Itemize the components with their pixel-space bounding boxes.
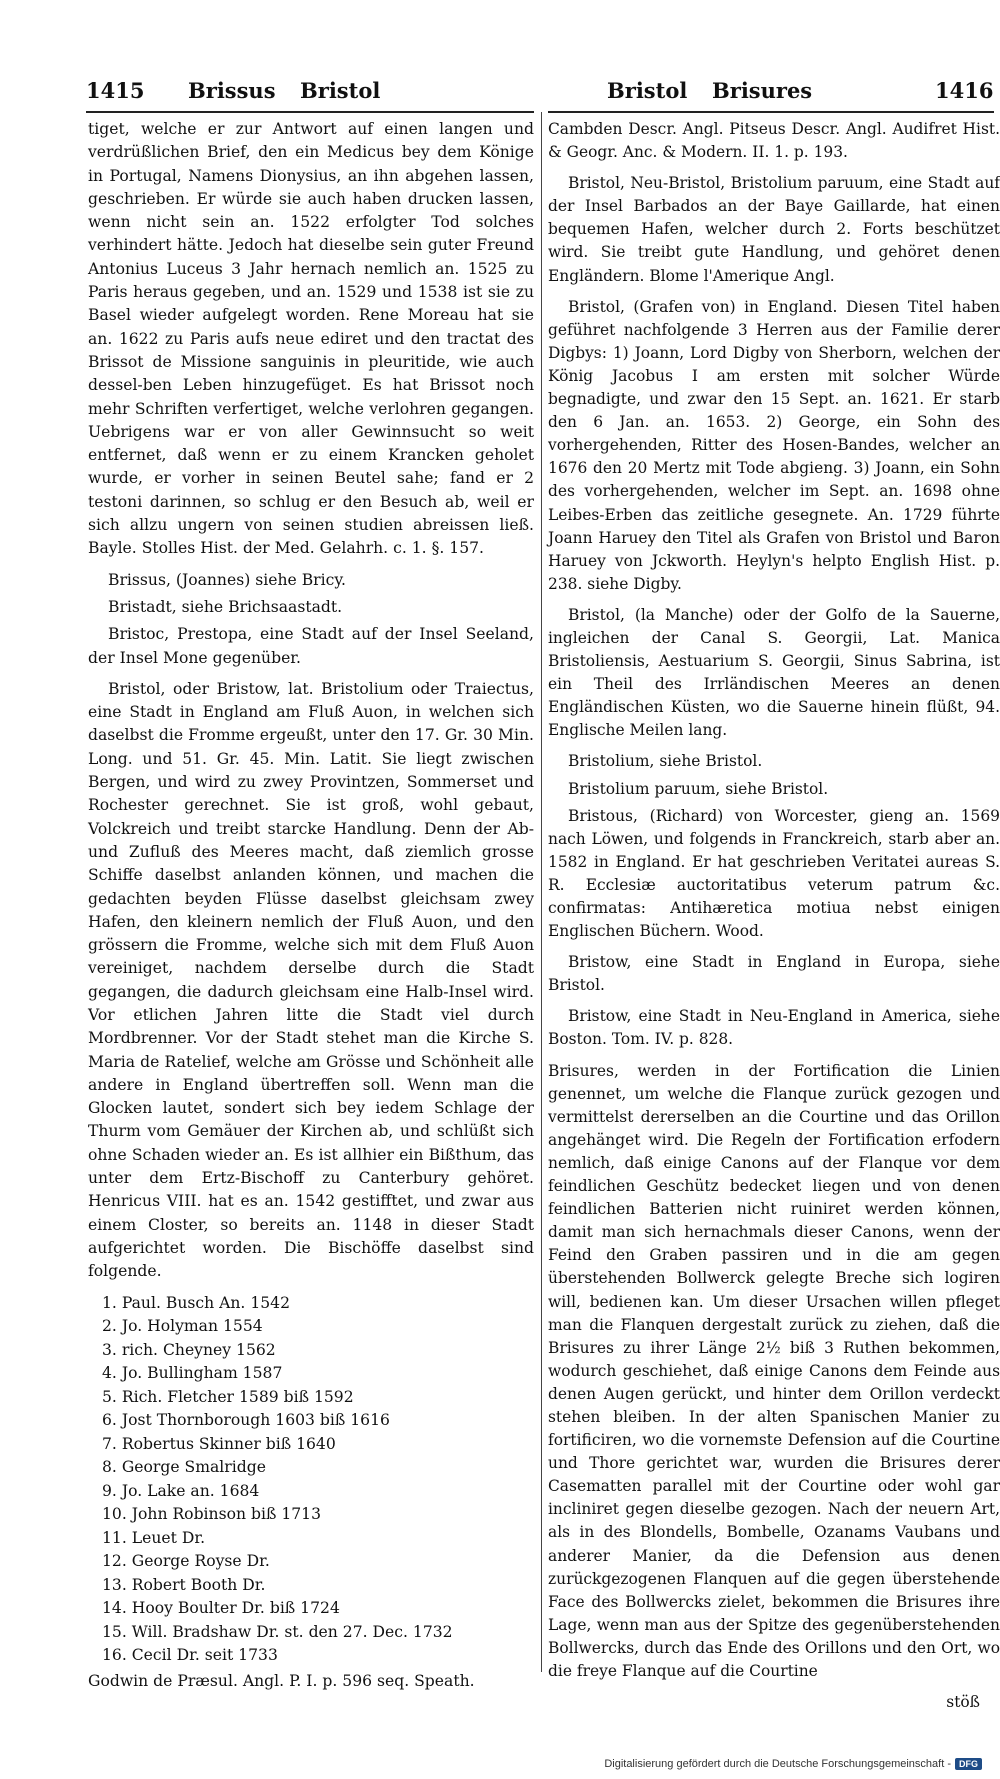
dfg-badge: DFG bbox=[955, 1758, 982, 1770]
entry-brissot-continued: tiget, welche er zur Antwort auf einen langen und verdrüßlichen Brief, den ein Medicus bey dem Könige in Portugal, Namens Dionysius, an ihn abgehen lassen, geschrieben. Er würde sie auch haben drucken lassen, wenn nicht sein an. 1522 erfolgter Tod solches verhindert hätte. Jedoch hat dieselbe sein guter Freund Antonius Luceus 3 Jahr hernach nemlich an. 1525 zu Paris heraus gegeben, und an. 1529 und 1538 ist sie zu Basel wieder aufgelegt worden. Rene Moreau hat sie an. 1622 zu Paris aufs neue ediret und den tractat des Brissot de Missione sanguinis in pleuritide, wie auch dessel-ben Leben hinzugefüget. Es hat Brissot noch mehr Schriften verfertiget, welche verlohren gegangen. Uebrigens war er von aller Gewinnsucht so weit entfernet, daß wenn er zu einem Krancken geholet wurde, er vorher in seinen Beutel sahe; fand er 2 testoni darinnen, so schlug er den Besuch ab, weil er sich allzu ungern von seinen studien abreissen ließ. Bayle. Stolles Hist. der Med. Gelahrh. c. 1. §. 157. bbox=[88, 120, 534, 558]
credit-text: Digitalisierung gefördert durch die Deutsche Forschungsgemeinschaft - bbox=[604, 1758, 951, 1770]
list-item: 13. Robert Booth Dr. bbox=[102, 1575, 266, 1594]
entry-bristous: Bristous, (Richard) von Worcester, gieng an. 1569 nach Löwen, und folgends in Franckreich, starb aber an. 1582 in England. Er hat geschrieben Veritatei aureas S. R. Ecclesiæ auctoritatibus veterum patrum &c. confirmatas: Antihæretica motiua nebst einigen Englischen Büchern. Wood. bbox=[548, 806, 1000, 941]
left-column bbox=[88, 118, 534, 1701]
right-page-number: 1416 bbox=[935, 78, 994, 103]
entry-bristow-england: Bristow, eine Stadt in England in Europa, siehe Bristol. bbox=[548, 953, 1000, 995]
list-item: 9. Jo. Lake an. 1684 bbox=[102, 1481, 260, 1500]
column-divider bbox=[541, 112, 542, 1672]
entry-bristolium: Bristolium, siehe Bristol. bbox=[568, 752, 763, 771]
entry-brisures: Brisures, werden in der Fortification die Linien genennet, um welche die Flanque zurück gezogen und vermittelst dererselben an die Courtine und das Orillon angehänget wird. Die Regeln der Fortification erfodern nemlich, daß einige Canons auf der Flanque vor dem feindlichen Geschütz bedecket liegen und von denen feindlichen Batterien nicht ruiniret werden können, damit man sich hernachmals dieser Canons, wenn der Feind den Graben passiren und in die am gegen überstehenden Bollwerck gelegte Breche sich logiren will, bedienen kan. Um dieser Ursachen willen pfleget man die Flanquen dergestalt zurück zu ziehen, daß die Brisures zu ihrer Länge 2½ biß 3 Ruthen bekommen, wodurch geschiehet, daß einige Canons dem Feinde aus denen Augen gerückt, und hinter dem Orillon verdeckt stehen bleiben. In der alten Spanischen Manier zu fortificiren, wo die vornemste Defension auf die Courtine und Thore gerichtet war, wurden die Brisures derer Casematten parallel mit der Courtine oder wohl gar incliniret gegen dieselbe gezogen. Nach der neuern Art, als in des Blondells, Bombelle, Ozanams Vaubans und anderer Manier, da die Defension aus denen zurückgezogenen Flanquen auf die gegen überstehende Face des Bollwercks zielet, bekommen die Brisures ihre Lage, wenn man aus der Spitze des gegenüberstehenden Bollwercks, durch das Ende des Orillons und den Ort, wo die freye Flanque auf die Courtine bbox=[548, 1061, 1000, 1680]
entry-neu-bristol: Bristol, Neu-Bristol, Bristolium paruum, eine Stadt auf der Insel Barbados an der Baye Gaillarde, hat einen bequemen Hafen, welcher durch 2. Forts beschützet wird. Sie treibt gute Handlung, und gehöret denen Engländern. Blome l'Amerique Angl. bbox=[548, 174, 1000, 285]
entry-bristoc: Bristoc, Prestopa, eine Stadt auf der Insel Seeland, der Insel Mone gegenüber. bbox=[88, 625, 534, 667]
list-item: 1. Paul. Busch An. 1542 bbox=[102, 1293, 291, 1312]
list-item: 3. rich. Cheyney 1562 bbox=[102, 1340, 276, 1359]
catchword: stöß bbox=[946, 1693, 980, 1712]
left-header-word1: Brissus bbox=[188, 78, 276, 103]
list-item: 7. Robertus Skinner biß 1640 bbox=[102, 1434, 336, 1453]
header-rule-left bbox=[86, 111, 534, 113]
right-column bbox=[548, 118, 1000, 1714]
left-page-number: 1415 bbox=[86, 78, 145, 103]
list-item: 15. Will. Bradshaw Dr. st. den 27. Dec. 1732 bbox=[102, 1622, 453, 1641]
header-rule-right bbox=[548, 111, 994, 113]
right-header-word1: Bristol bbox=[607, 78, 688, 103]
list-item: 11. Leuet Dr. bbox=[102, 1528, 206, 1547]
left-header-word2: Bristol bbox=[300, 78, 381, 103]
list-item: 8. George Smalridge bbox=[102, 1458, 266, 1477]
entry-bristolium-paruum: Bristolium paruum, siehe Bristol. bbox=[568, 779, 829, 798]
right-header-word2: Brisures bbox=[712, 78, 813, 103]
entry-bristadt: Bristadt, siehe Brichsaastadt. bbox=[108, 597, 343, 616]
entry-citation-continued: Cambden Descr. Angl. Pitseus Descr. Angl. Audifret Hist. & Geogr. Anc. & Modern. II. 1. p. 193. bbox=[548, 120, 1000, 162]
entry-citation: Godwin de Præsul. Angl. P. I. p. 596 seq. Speath. bbox=[88, 1671, 475, 1690]
list-item: 4. Jo. Bullingham 1587 bbox=[102, 1364, 283, 1383]
list-item: 12. George Royse Dr. bbox=[102, 1552, 270, 1571]
entry-bristol-england: Bristol, oder Bristow, lat. Bristolium oder Traiectus, eine Stadt in England am Fluß Auon, in welchen sich daselbst die Fromme ergeußt, unter den 17. Gr. 30 Min. Long. und 51. Gr. 45. Min. Latit. Sie liegt zwischen Bergen, und wird zu zwey Provintzen, Sommerset und Rochester gerechnet. Sie ist groß, wohl gebaut, Volckreich und treibt starcke Handlung. Denn der Ab- und Zufluß des Meeres macht, daß ziemlich grosse Schiffe daselbst anlanden können, und machen die gedachten beyden Flüsse daselbst gleichsam zwey Hafen, den kleinern nemlich der Fluß Auon, und den grössern die Fromme, welche sich mit dem Fluß Auon vereiniget, nachdem derselbe durch die Stadt gegangen, die dadurch gleichsam eine Halb-Insel wird. Vor etlichen Jahren litte die Stadt viel durch Mordbrenner. Vor der Stadt stehet man die Kirche S. Maria de Ratelief, welche am Grösse und Schönheit alle andere in England übertreffen soll. Wenn man die Glocken lautet, sondert sich bey iedem Schlage der Thurm vom Gemäuer der Kirchen ab, und schlüßt sich ohne Schaden wieder an. Es ist allhier ein Bißthum, das unter dem Ertz-Bischoff zu Canterbury gehöret. Henricus VIII. hat es an. 1542 gestifftet, und zwar aus einem Closter, so bereits an. 1148 in dieser Stadt aufgerichtet worden. Die Bischöffe daselbst sind folgende. bbox=[88, 679, 534, 1281]
list-item: 14. Hooy Boulter Dr. biß 1724 bbox=[102, 1599, 340, 1618]
entry-bristol-grafen: Bristol, (Grafen von) in England. Diesen Titel haben geführet nachfolgende 3 Herren aus der Familie derer Digbys: 1) Joann, Lord Digby von Sherborn, welchen der König Jacobus I am ersten mit solcher Würde begnadigte, und zwar den 15 Sept. an. 1621. Er starb den 6 Jan. an. 1653. 2) George, ein Sohn des vorhergehenden, Ritter des Hosen-Bandes, welcher an 1676 den 20 Mertz mit Tode abgieng. 3) Joann, ein Sohn des vorhergehenden, welcher im Sept. an. 1698 ohne Leibes-Erben das zeitliche gesegnete. An. 1729 führte Joann Haruey den Titel als Grafen von Bristol und Baron Haruey von Jckworth. Heylyn's helpto English Hist. p. 238. siehe Digby. bbox=[548, 297, 1000, 593]
bishop-list bbox=[102, 1292, 534, 1668]
running-header bbox=[0, 78, 1000, 112]
entry-bristow-america: Bristow, eine Stadt in Neu-England in America, siehe Boston. Tom. IV. p. 828. bbox=[548, 1007, 1000, 1049]
list-item: 2. Jo. Holyman 1554 bbox=[102, 1317, 263, 1336]
list-item: 5. Rich. Fletcher 1589 biß 1592 bbox=[102, 1387, 354, 1406]
list-item: 16. Cecil Dr. seit 1733 bbox=[102, 1646, 278, 1665]
entry-bristol-la-manche: Bristol, (la Manche) oder der Golfo de la Sauerne, ingleichen der Canal S. Georgii, Lat. Manica Bristoliensis, Aestuarium S. Georgii, Sinus Sabrina, ist ein Theil des Irrländischen Meeres an denen Engländischen Küsten, wo die Sauerne hinein flüßt, 94. Englische Meilen lang. bbox=[548, 605, 1000, 740]
entry-brissus: Brissus, (Joannes) siehe Bricy. bbox=[108, 570, 347, 589]
list-item: 6. Jost Thornborough 1603 biß 1616 bbox=[102, 1411, 390, 1430]
list-item: 10. John Robinson biß 1713 bbox=[102, 1505, 321, 1524]
digitization-credit bbox=[604, 1758, 982, 1770]
